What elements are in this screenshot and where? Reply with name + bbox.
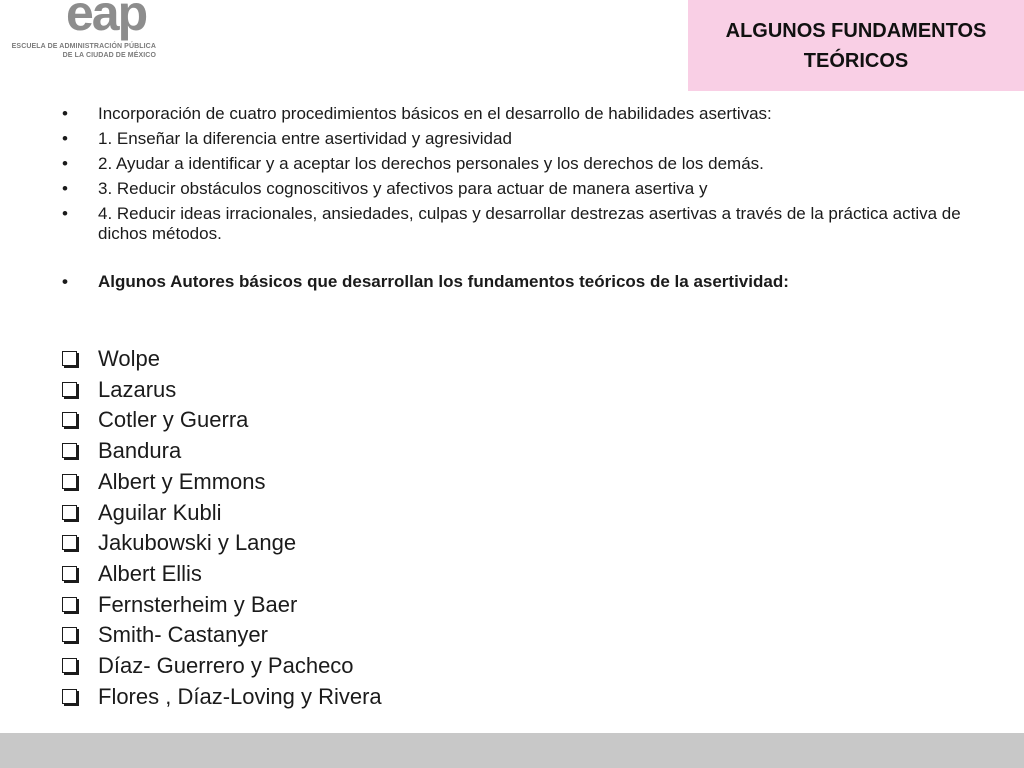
bullet-text: 2. Ayudar a identificar y a aceptar los derechos personales y los derechos de los demás. [98,154,764,173]
author-item [62,528,382,559]
author-item [62,344,382,375]
author-item [62,620,382,651]
logo-line-2: DE LA CIUDAD DE MÉXICO [62,52,156,59]
author-item [62,498,382,529]
author-item [62,559,382,590]
footer-bar [0,733,1024,768]
author-name: Flores , Díaz-Loving y Rivera [98,683,382,709]
author-item [62,467,382,498]
checkbox-icon [62,443,77,458]
bullet-item [62,154,962,174]
author-name: Albert y Emmons [98,468,266,494]
checkbox-icon [62,689,77,704]
author-item [62,405,382,436]
author-name: Jakubowski y Lange [98,530,297,556]
bullet-dot: • [62,154,68,173]
author-name: Díaz- Guerrero y Pacheco [98,653,354,679]
logo-line-1: ESCUELA DE ADMINISTRACIÓN PÚBLICA [11,43,156,50]
author-name: Wolpe [98,346,160,371]
bullet-item [62,204,962,244]
bullet-item [62,104,962,124]
checkbox-icon [62,627,77,642]
author-item [62,682,382,713]
bullet-text: Incorporación de cuatro procedimientos básicos en el desarrollo de habilidades asertivas: [98,104,772,123]
bullet-dot: • [62,272,68,291]
slide-title-box [688,0,1024,91]
checkbox-icon [62,535,77,550]
checkbox-icon [62,505,77,520]
checkbox-icon [62,566,77,581]
eap-logo [0,0,158,62]
author-name: Fernsterheim y Baer [98,591,298,617]
author-item [62,436,382,467]
author-name: Cotler y Guerra [98,407,249,433]
bullet-item-authors-heading [62,272,962,292]
author-name: Aguilar Kubli [98,499,222,525]
author-name: Albert Ellis [98,560,202,586]
checkbox-icon [62,412,77,427]
bullet-item [62,179,962,199]
checkbox-icon [62,597,77,612]
author-name: Smith- Castanyer [98,622,268,648]
author-item [62,590,382,621]
author-item [62,375,382,406]
checkbox-icon [62,351,77,366]
slide-title [726,16,987,76]
checkbox-icon [62,658,77,673]
author-item [62,651,382,682]
checkbox-icon [62,382,77,397]
bullet-text: Algunos Autores básicos que desarrollan los fundamentos teóricos de la asertividad: [98,272,789,291]
logo-mark: eap [66,0,147,41]
bullet-list [62,104,962,297]
bullet-dot: • [62,104,68,123]
authors-list [62,344,382,712]
bullet-text: 4. Reducir ideas irracionales, ansiedades, culpas y desarrollar destrezas asertivas a través de la práctica activa de dichos métodos. [98,204,961,243]
author-name: Lazarus [98,376,177,402]
title-line-1: ALGUNOS FUNDAMENTOS [725,19,987,42]
bullet-text: 1. Enseñar la diferencia entre asertividad y agresividad [98,129,512,148]
bullet-dot: • [62,179,68,198]
bullet-dot: • [62,204,68,223]
checkbox-icon [62,474,77,489]
bullet-item [62,129,962,149]
title-line-2: TEÓRICOS [803,49,909,72]
bullet-dot: • [62,129,68,148]
bullet-text: 3. Reducir obstáculos cognoscitivos y afectivos para actuar de manera asertiva y [98,179,708,198]
author-name: Bandura [98,438,182,464]
